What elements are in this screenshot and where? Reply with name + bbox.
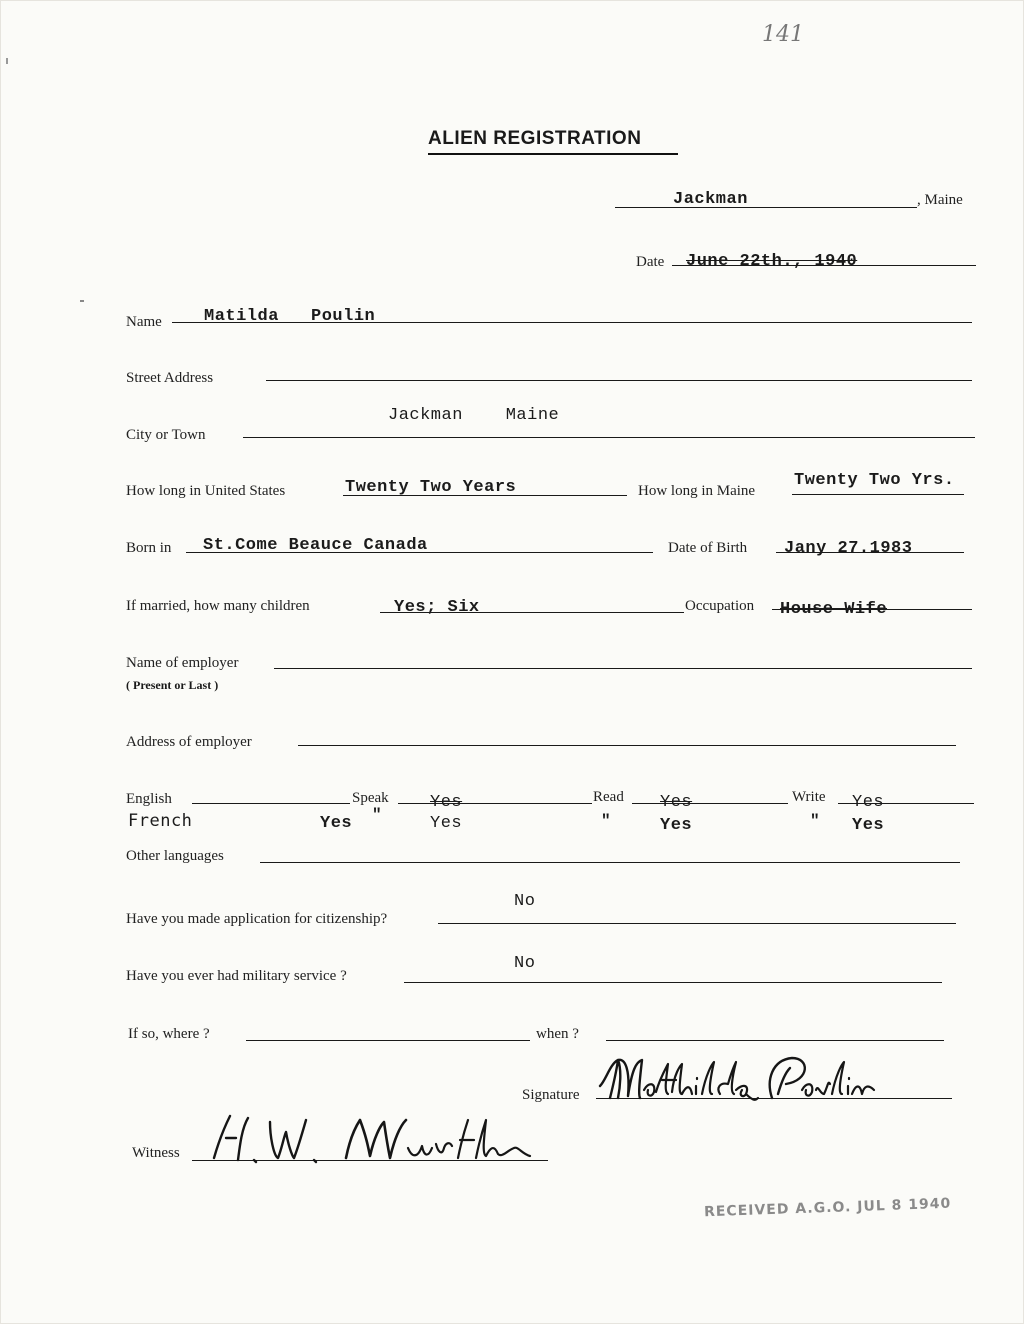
occupation-value: House Wife xyxy=(780,600,888,619)
military-label: Have you ever had military service ? xyxy=(126,968,347,984)
where-label: If so, where ? xyxy=(128,1026,210,1042)
speak-line xyxy=(398,803,592,804)
location-line xyxy=(615,207,917,208)
city-value: Jackman Maine xyxy=(388,406,560,425)
name-label: Name xyxy=(126,314,162,330)
french-read: Yes xyxy=(660,816,693,835)
name-value: Matilda Poulin xyxy=(204,307,376,326)
when-line xyxy=(606,1040,944,1041)
how-long-maine-label: How long in Maine xyxy=(638,483,756,499)
military-value: No xyxy=(514,954,536,973)
page-number: 141 xyxy=(762,22,804,47)
english-read: Yes xyxy=(660,793,693,812)
employer-sublabel: ( Present or Last ) xyxy=(126,678,219,692)
english-line xyxy=(192,803,350,804)
other-languages-line xyxy=(260,862,960,863)
children-label: If married, how many children xyxy=(126,598,310,614)
english-write: Yes xyxy=(852,793,885,812)
street-address-label: Street Address xyxy=(126,370,214,386)
date-value: June 22th., 1940 xyxy=(686,252,858,271)
other-languages-label: Other languages xyxy=(126,848,224,864)
city-label: City or Town xyxy=(126,427,206,443)
ditto-write: " xyxy=(810,812,820,830)
born-in-value: St.Come Beauce Canada xyxy=(203,536,428,555)
how-long-us-value: Twenty Two Years xyxy=(345,478,517,497)
received-stamp: RECEIVED A.G.O. JUL 8 1940 xyxy=(703,1195,952,1221)
witness-label: Witness xyxy=(132,1145,180,1161)
city-line xyxy=(243,437,975,438)
title-underline xyxy=(428,153,678,155)
witness-signature-mark xyxy=(196,1108,546,1168)
when-label: when ? xyxy=(536,1026,579,1042)
write-label: Write xyxy=(792,789,826,805)
citizenship-value: No xyxy=(514,892,536,911)
children-value: Yes; Six xyxy=(394,598,480,617)
french-speak: Yes xyxy=(430,814,463,833)
scan-dot xyxy=(80,300,84,302)
where-line xyxy=(246,1040,530,1041)
french-label: French xyxy=(128,811,193,831)
dob-value: Jany 27.1983 xyxy=(784,539,913,558)
speak-label: Speak xyxy=(352,790,389,806)
scan-mark xyxy=(6,58,8,64)
citizenship-label: Have you made application for citizenship? xyxy=(126,911,388,927)
date-label: Date xyxy=(636,254,665,270)
how-long-maine-value: Twenty Two Yrs. xyxy=(794,471,955,490)
employer-address-label: Address of employer xyxy=(126,734,252,750)
occupation-label: Occupation xyxy=(685,598,755,614)
born-in-label: Born in xyxy=(126,540,172,556)
signature-label: Signature xyxy=(522,1087,580,1103)
employer-label: Name of employer xyxy=(126,655,239,671)
read-label: Read xyxy=(593,789,624,805)
street-address-line xyxy=(266,380,972,381)
ditto-read: " xyxy=(601,812,611,830)
ditto-speak: " xyxy=(372,806,382,824)
location-state: , Maine xyxy=(917,192,963,208)
english-speak: Yes xyxy=(430,793,463,812)
signature-mark xyxy=(596,1050,886,1112)
how-long-us-label: How long in United States xyxy=(126,483,286,499)
employer-address-line xyxy=(298,745,956,746)
read-line xyxy=(632,803,788,804)
french-yes: Yes xyxy=(320,814,353,833)
french-write: Yes xyxy=(852,816,885,835)
english-label: English xyxy=(126,791,172,807)
citizenship-line xyxy=(438,923,956,924)
dob-label: Date of Birth xyxy=(668,540,748,556)
how-long-maine-line xyxy=(792,494,964,495)
location-city: Jackman xyxy=(673,190,748,209)
form-title: ALIEN REGISTRATION xyxy=(428,128,642,149)
military-line xyxy=(404,982,942,983)
employer-line xyxy=(274,668,972,669)
